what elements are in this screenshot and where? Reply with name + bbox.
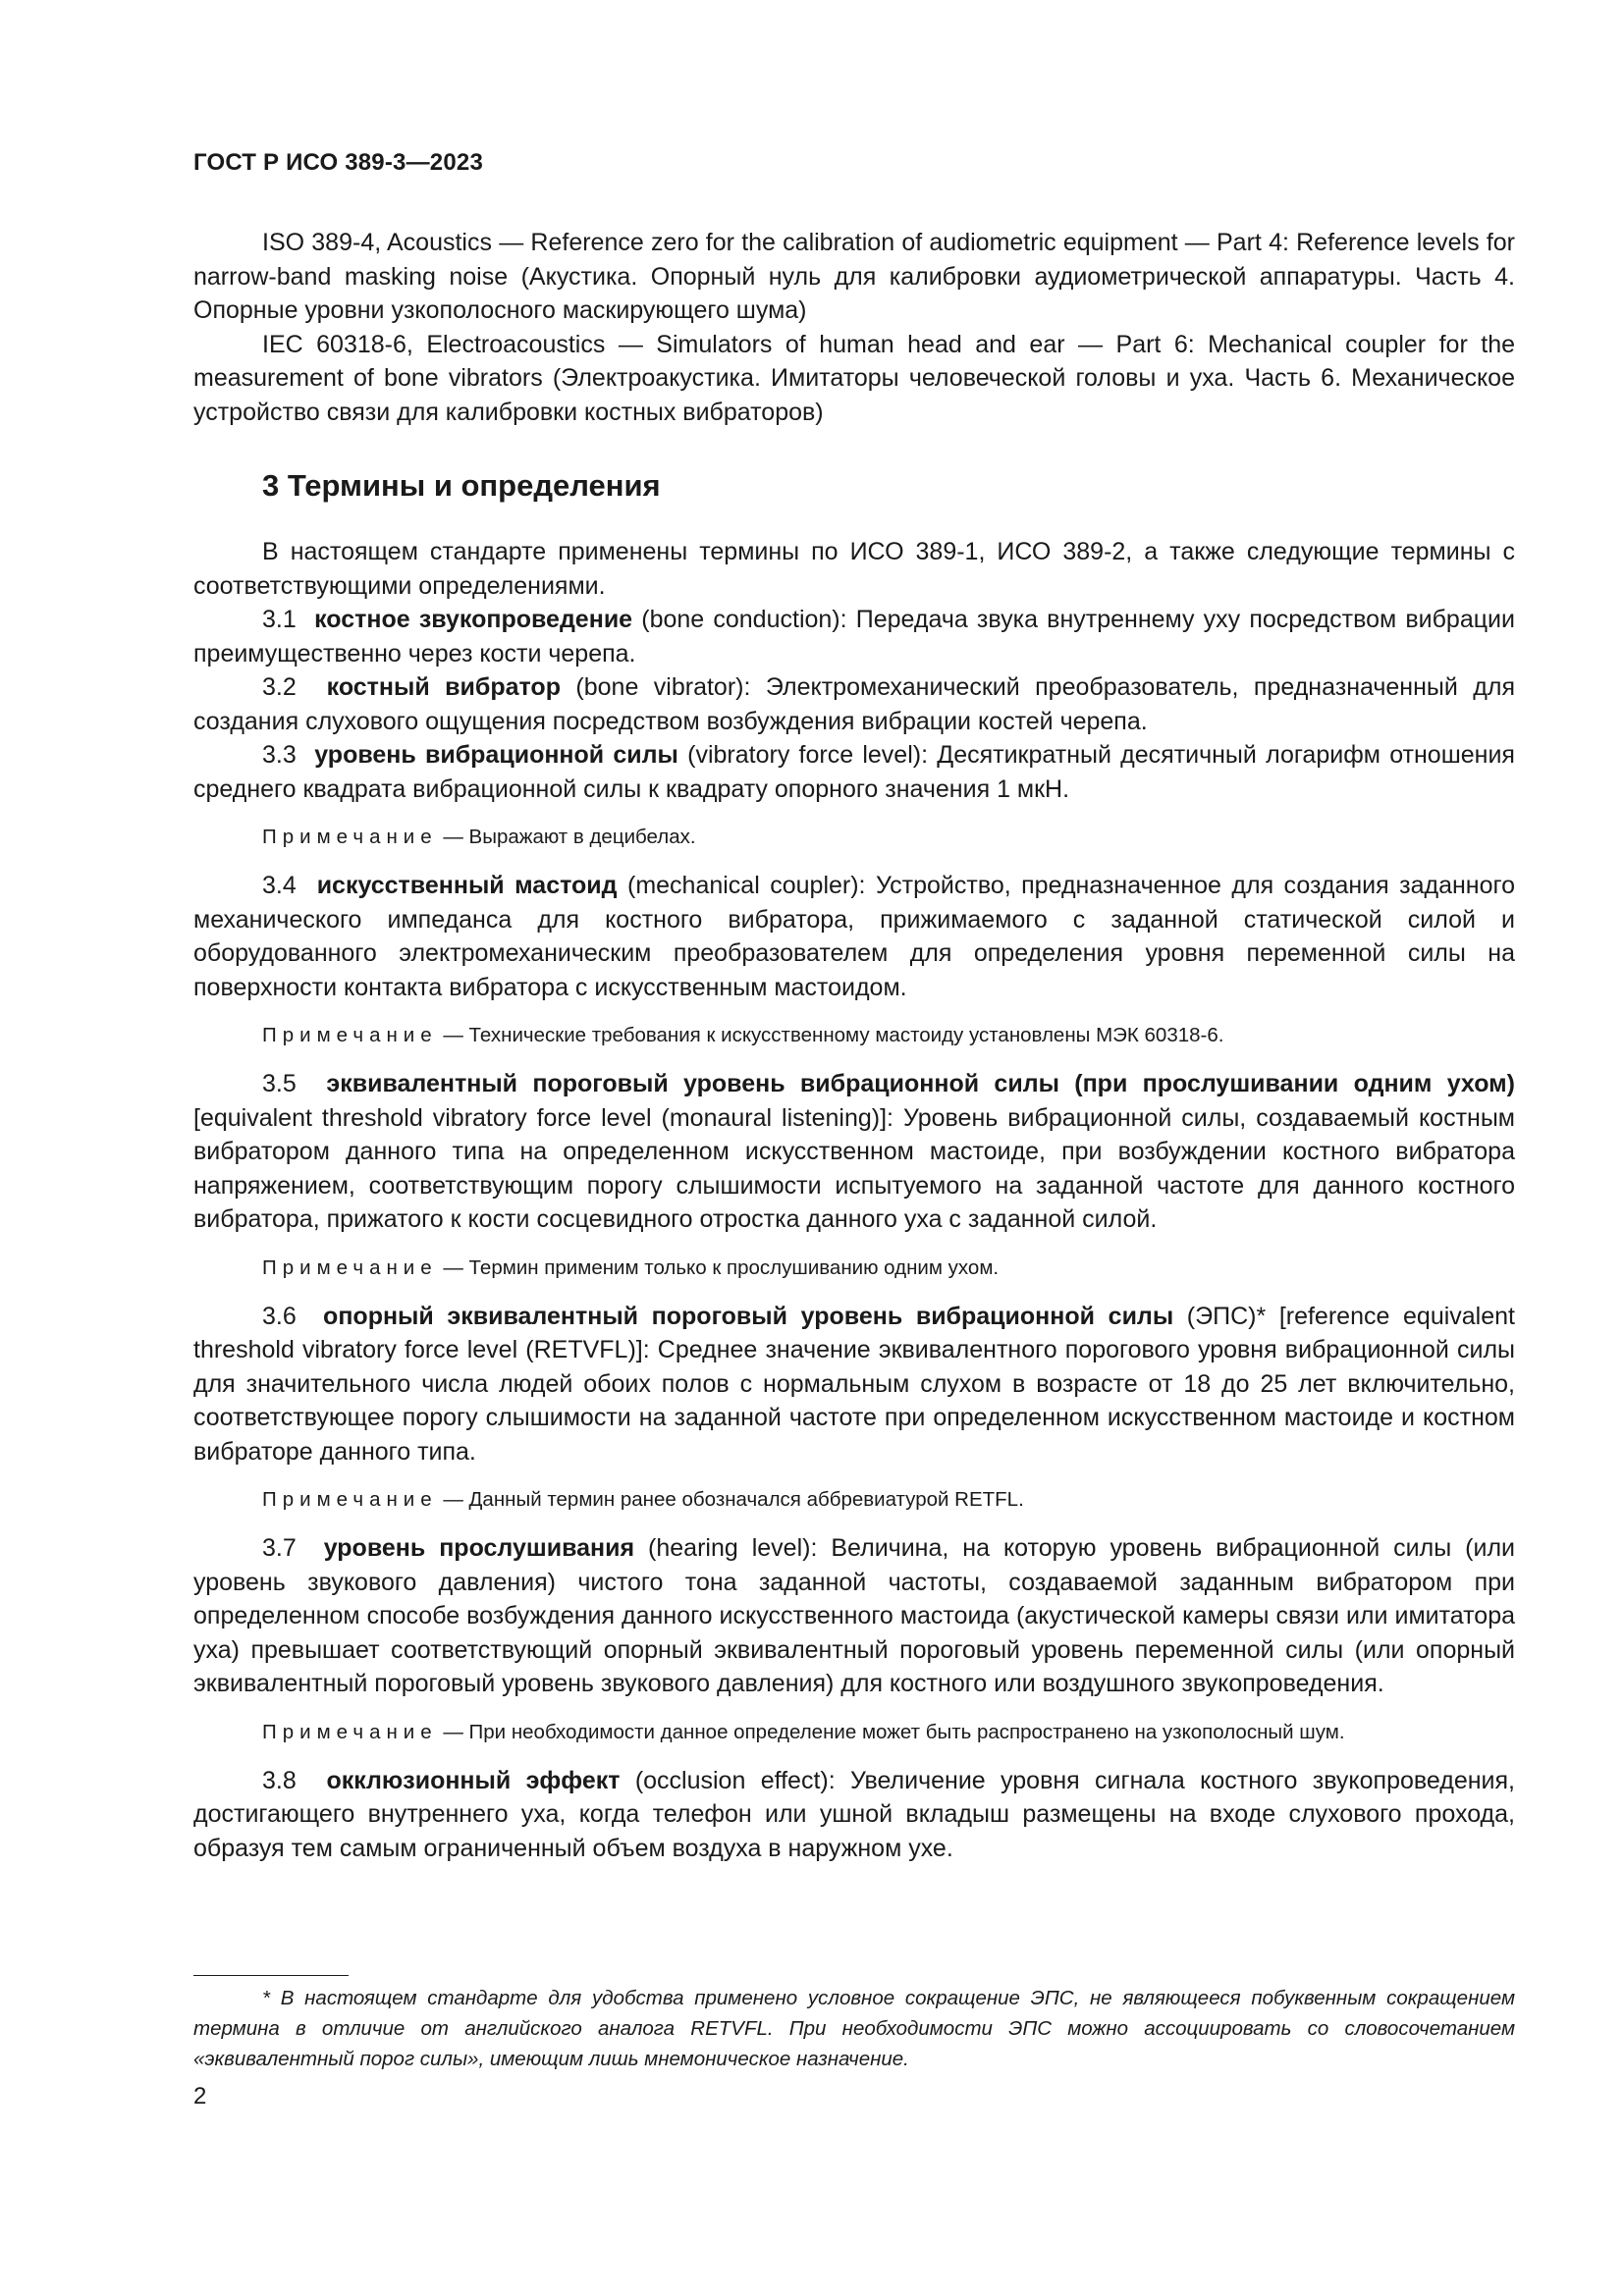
term-name: костный вибратор xyxy=(326,673,561,701)
term-definition: (bone vibrator): Электромеханический преобразователь, предназначенный для создания слухового ощущения посредством возбуждения вибрации костей черепа. xyxy=(193,673,1515,735)
page-content xyxy=(193,226,1515,1865)
term-definition: [equivalent threshold vibratory force level (monaural listening)]: Уровень вибрационной силы, создаваемый костным вибратором данного типа на определенном искусственном мастоиде, при возбуждении костного вибратора напряжением, соответствующим порогу слышимости испытуемого на заданной частоте для данного костного вибратора, прижатого к кости сосцевидного отростка данного уха с заданной силой. xyxy=(193,1103,1515,1233)
term-number: 3.5 xyxy=(262,1070,297,1097)
term-name: уровень вибрационной силы xyxy=(314,741,678,769)
term-3-4 xyxy=(193,869,1515,1004)
note-label: Примечание xyxy=(262,1024,438,1046)
term-name: окклюзионный эффект xyxy=(326,1766,621,1794)
term-number: 3.1 xyxy=(262,606,297,633)
term-definition: (mechanical coupler): Устройство, предназначенное для создания заданного механического импеданса для костного вибратора, прижимаемого с заданной статической силой и оборудованного электромеханическим преобразователем для определения уровня переменной силы на поверхности контакта вибратора с искусственным мастоидом. xyxy=(193,872,1515,1001)
note-text: — При необходимости данное определение может быть распространено на узкополосный шум. xyxy=(437,1720,1345,1743)
term-3-1 xyxy=(193,603,1515,670)
term-3-5 xyxy=(193,1067,1515,1237)
document-header: ГОСТ Р ИСО 389-3—2023 xyxy=(193,149,483,176)
term-name: опорный эквивалентный пороговый уровень вибрационной силы xyxy=(323,1302,1174,1330)
note-text: — Термин применим только к прослушиванию одним ухом. xyxy=(437,1255,1000,1279)
term-number: 3.2 xyxy=(262,673,297,701)
term-3-2 xyxy=(193,670,1515,738)
reference-iec-60318-6: IEC 60318-6, Electroacoustics — Simulators of human head and ear — Part 6: Mechanical coupler for the measurement of bone vibrators (Электроакустика. Имитаторы человеческой головы и уха. Часть 6. Механическое устройство связи для калибровки костных вибраторов) xyxy=(193,330,1515,426)
term-definition: (bone conduction): Передача звука внутреннему уху посредством вибрации преимущественно через кости черепа. xyxy=(193,606,1515,667)
note-3-7 xyxy=(193,1717,1515,1748)
note-label: Примечание xyxy=(262,1720,438,1743)
term-3-6 xyxy=(193,1300,1515,1469)
note-label: Примечание xyxy=(262,826,438,848)
reference-iso-389-4: ISO 389-4, Acoustics — Reference zero for the calibration of audiometric equipment — Part 4: Reference levels for narrow-band masking noise (Акустика. Опорный нуль для калибровки аудиометрической аппаратуры. Часть 4. Опорные уровни узкополосного маскирующего шума) xyxy=(193,229,1515,324)
term-definition: (vibratory force level): Десятикратный десятичный логарифм отношения среднего квадрата вибрационной силы к квадрату опорного значения 1 мкН. xyxy=(193,741,1515,803)
term-number: 3.7 xyxy=(262,1534,297,1562)
term-number: 3.8 xyxy=(262,1766,297,1794)
note-3-6 xyxy=(193,1484,1515,1516)
term-name: костное звукопроведение xyxy=(314,606,633,633)
note-3-4 xyxy=(193,1020,1515,1051)
term-definition: (hearing level): Величина, на которую уровень вибрационной силы (или уровень звукового давления) чистого тона заданной частоты, создаваемой заданным вибратором при определенном способе возбуждения данного искусственного мастоида (акустической камеры связи или имитатора уха) превышает соответствующий опорный эквивалентный пороговый уровень переменной силы (или опорный эквивалентный пороговый уровень звукового давления) для костного или воздушного звукопроведения. xyxy=(193,1534,1515,1697)
term-name: уровень прослушивания xyxy=(323,1534,635,1562)
term-number: 3.3 xyxy=(262,741,297,769)
note-3-3 xyxy=(193,822,1515,853)
page-number: 2 xyxy=(193,2083,207,2109)
term-number: 3.4 xyxy=(262,872,297,899)
note-text: — Технические требования к искусственному мастоиду установлены МЭК 60318-6. xyxy=(437,1024,1224,1046)
footnote-separator xyxy=(193,1975,349,1976)
term-definition: (ЭПС)* [reference equivalent threshold vibratory force level (RETVFL)]: Среднее значение эквивалентного порогового уровня вибрационной силы для значительного числа людей обоих полов с нормальным слухом в возрасте от 18 до 25 лет включительно, соответствующее порогу слышимости на заданной частоте при определенном искусственном мастоиде и костном вибраторе данного типа. xyxy=(193,1302,1515,1466)
note-3-5 xyxy=(193,1253,1515,1284)
term-3-8 xyxy=(193,1764,1515,1866)
note-text: — Данный термин ранее обозначался аббревиатурой RETFL. xyxy=(437,1488,1024,1511)
term-definition: (occlusion effect): Увеличение уровня сигнала костного звукопроведения, достигающего внутреннего уха, когда телефон или ушной вкладыш размещены на входе слухового прохода, образуя тем самым ограниченный объем воздуха в наружном ухе. xyxy=(193,1766,1515,1862)
footnote: * В настоящем стандарте для удобства применено условное сокращение ЭПС, не являющееся побуквенным сокращением термина в отличие от английского аналога RETVFL. При необходимости ЭПС можно ассоциировать со словосочетанием «эквивалентный порог силы», имеющим лишь мнемоническое назначение. xyxy=(193,1987,1515,2070)
section-intro: В настоящем стандарте применены термины по ИСО 389-1, ИСО 389-2, а также следующие термины с соответствующими определениями. xyxy=(193,538,1515,600)
note-label: Примечание xyxy=(262,1255,438,1279)
note-text: — Выражают в децибелах. xyxy=(437,826,696,848)
term-3-7 xyxy=(193,1531,1515,1701)
term-3-3 xyxy=(193,738,1515,806)
section-title: 3 Термины и определения xyxy=(262,468,661,503)
term-name: искусственный мастоид xyxy=(316,872,618,899)
note-label: Примечание xyxy=(262,1488,438,1511)
term-name: эквивалентный пороговый уровень вибрационной силы (при прослушивании одним ухом) xyxy=(326,1070,1515,1097)
term-number: 3.6 xyxy=(262,1302,297,1330)
